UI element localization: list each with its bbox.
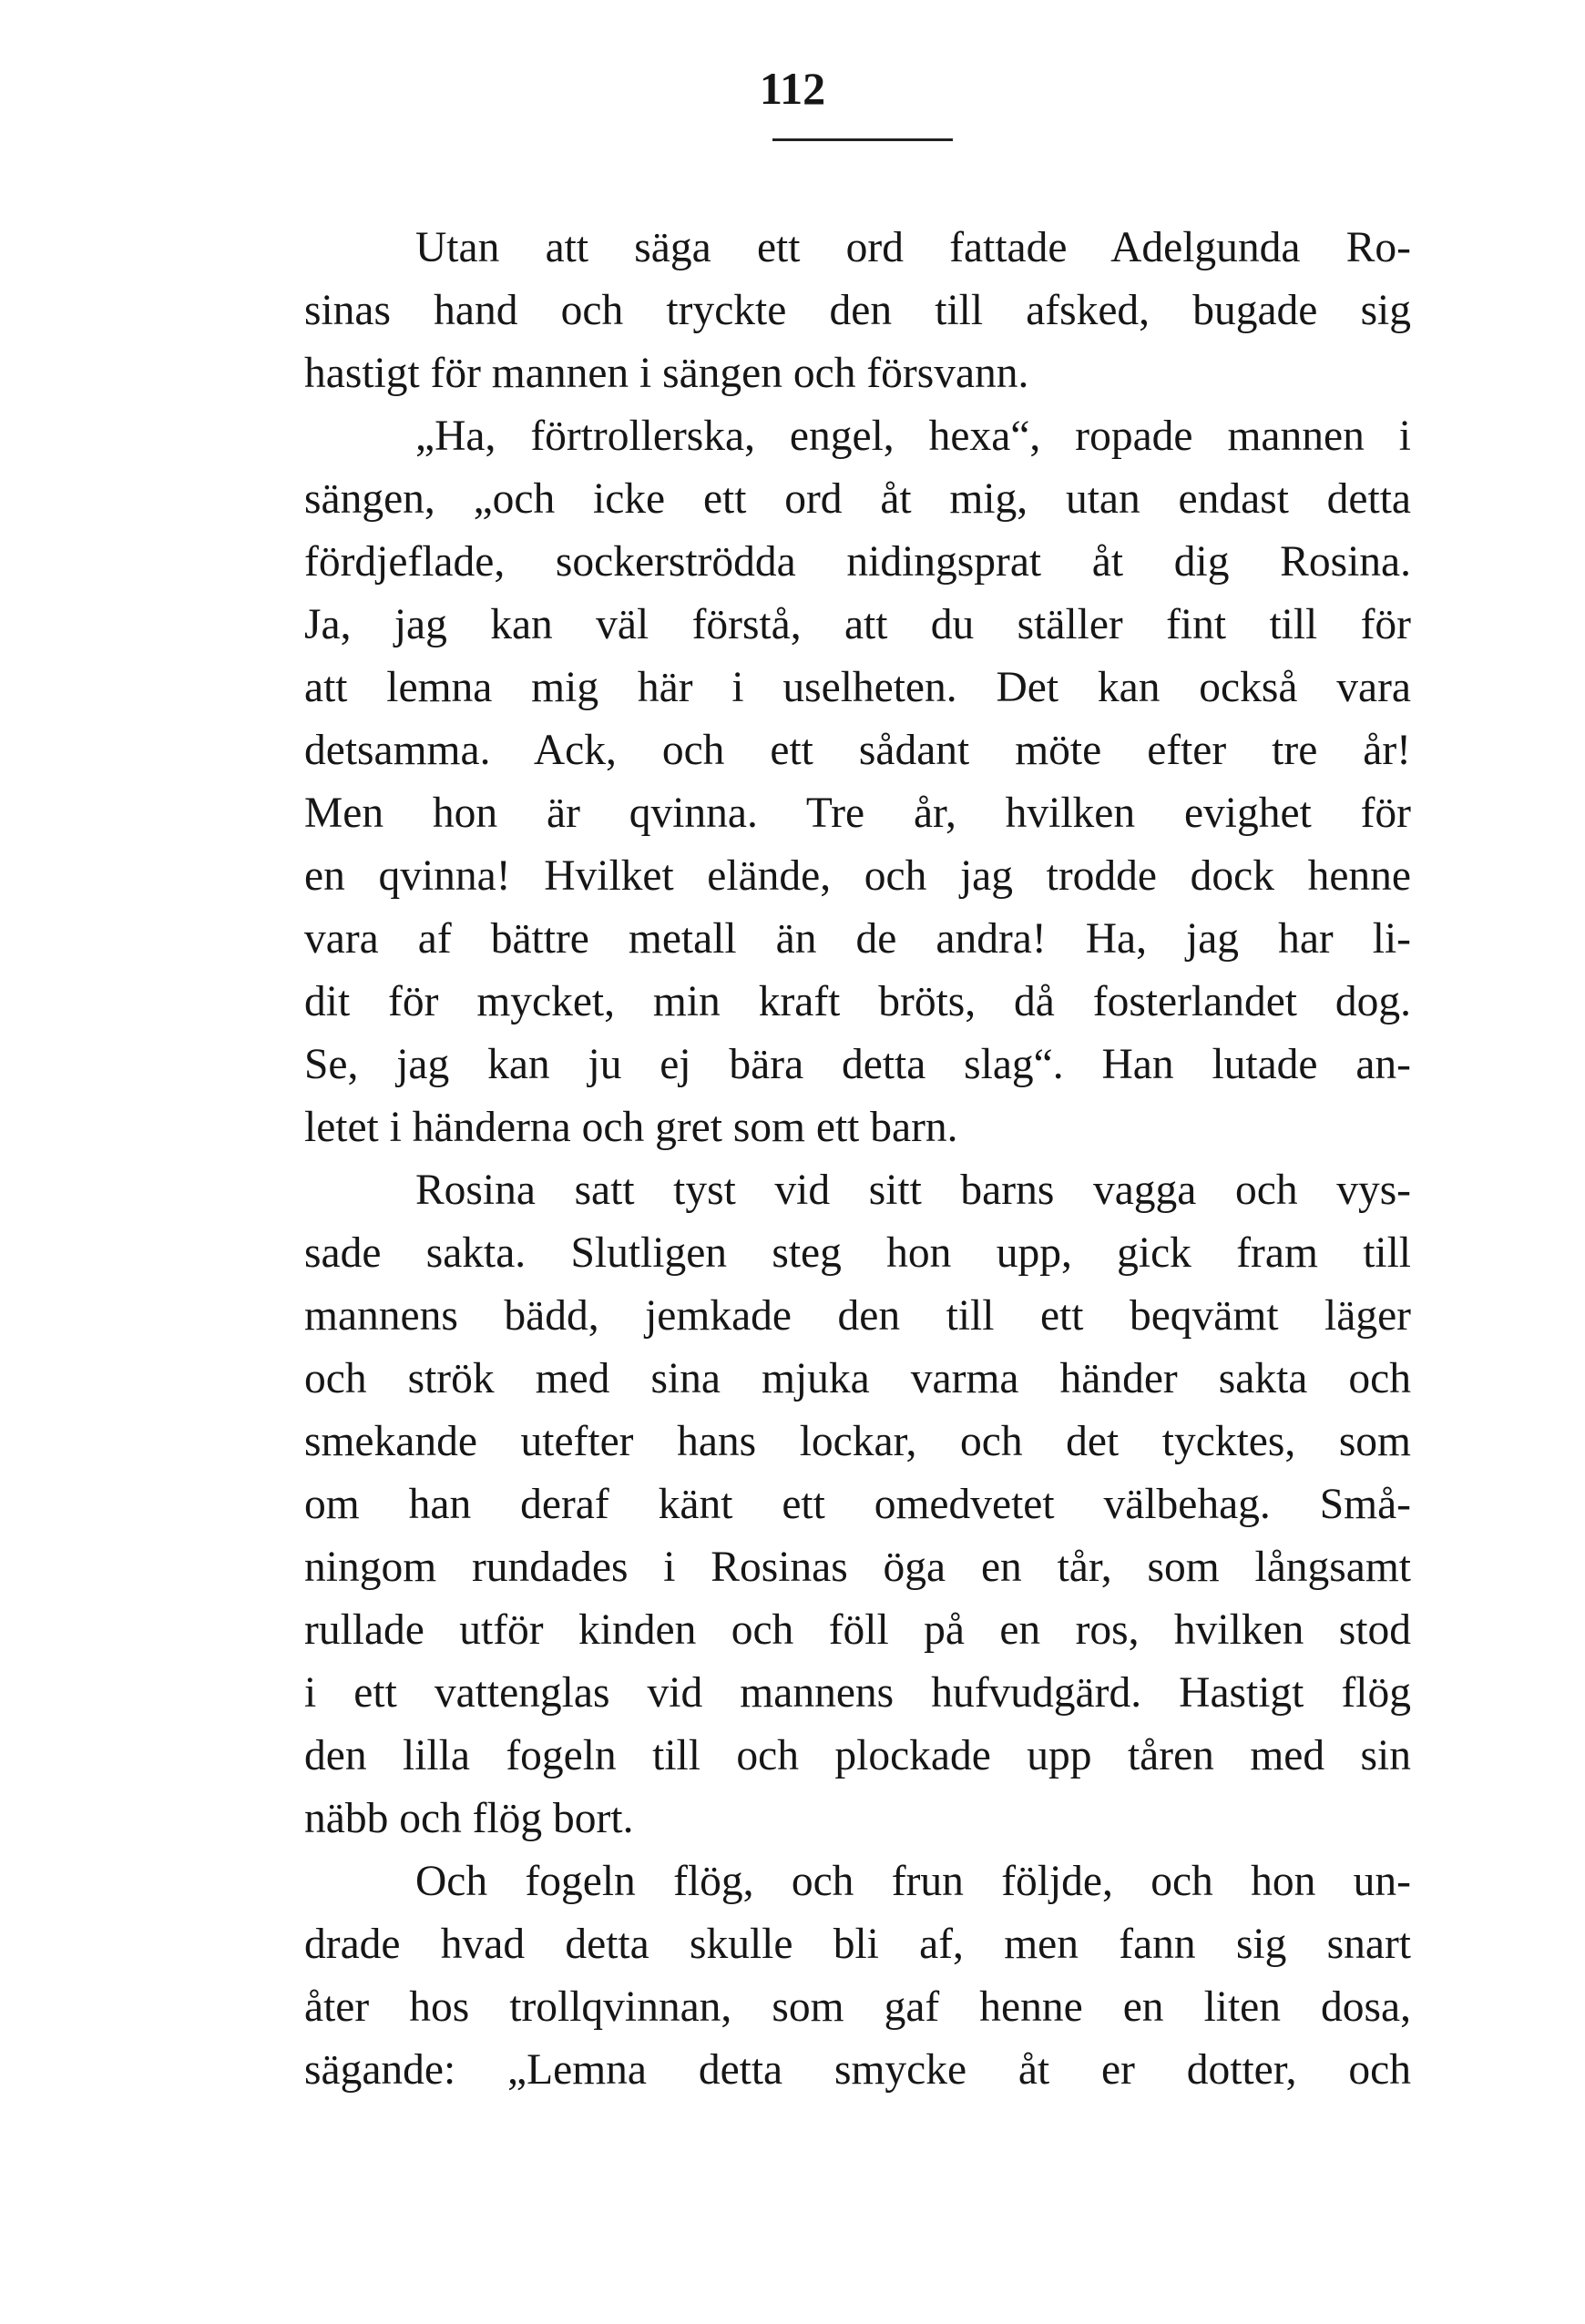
text-line: Utan att säga ett ord fattade Adelgunda Ro- [415, 224, 1411, 271]
body-text [304, 217, 1411, 2102]
text-line: i ett vattenglas vid mannens hufvudgärd. Hastigt flög [304, 1669, 1411, 1717]
text-line: om han deraf känt ett omedvetet välbehag. Små- [304, 1481, 1411, 1528]
text-line: drade hvad detta skulle bli af, men fann sig snart [304, 1921, 1411, 1968]
text-line: sade sakta. Slutligen steg hon upp, gick fram till [304, 1229, 1411, 1277]
text-line: „Ha, förtrollerska, engel, hexa“, ropade mannen i [415, 413, 1411, 460]
text-line: Men hon är qvinna. Tre år, hvilken evighet för [304, 790, 1411, 837]
text-line: detsamma. Ack, och ett sådant möte efter tre år! [304, 727, 1411, 774]
page-number: 112 [759, 63, 826, 114]
text-line: Ja, jag kan väl förstå, att du ställer fint till för [304, 601, 1411, 648]
text-line: sägande: „Lemna detta smycke åt er dotter, och [304, 2046, 1411, 2094]
text-line: näbb och flög bort. [304, 1795, 634, 1842]
text-line: sinas hand och tryckte den till afsked, bugade sig [304, 287, 1411, 334]
text-line: en qvinna! Hvilket elände, och jag trodde dock henne [304, 852, 1411, 900]
text-line: den lilla fogeln till och plockade upp tåren med sin [304, 1732, 1411, 1779]
text-line: Rosina satt tyst vid sitt barns vagga och vys- [415, 1167, 1411, 1214]
text-line: hastigt för mannen i sängen och försvann. [304, 350, 1029, 397]
text-line: och strök med sina mjuka varma händer sakta och [304, 1355, 1411, 1402]
text-line: mannens bädd, jemkade den till ett beqvämt läger [304, 1292, 1411, 1340]
text-line: sängen, „och icke ett ord åt mig, utan endast detta [304, 475, 1411, 523]
text-line: Och fogeln flög, och frun följde, och hon un- [415, 1858, 1411, 1905]
text-line: vara af bättre metall än de andra! Ha, jag har li- [304, 915, 1411, 963]
text-line: att lemna mig här i uselheten. Det kan också vara [304, 664, 1411, 711]
text-line: fördjeflade, sockerströdda nidingsprat åt dig Rosina. [304, 538, 1411, 586]
text-line: smekande utefter hans lockar, och det tycktes, som [304, 1418, 1411, 1465]
text-line: letet i händerna och gret som ett barn. [304, 1104, 958, 1151]
text-line: Se, jag kan ju ej bära detta slag“. Han lutade an- [304, 1041, 1411, 1088]
text-line: rullade utför kinden och föll på en ros, hvilken stod [304, 1606, 1411, 1654]
text-line: dit för mycket, min kraft bröts, då fosterlandet dog. [304, 978, 1411, 1025]
text-line: ningom rundades i Rosinas öga en tår, som långsamt [304, 1544, 1411, 1591]
header-rule [772, 138, 953, 141]
text-line: åter hos trollqvinnan, som gaf henne en liten dosa, [304, 1983, 1411, 2031]
